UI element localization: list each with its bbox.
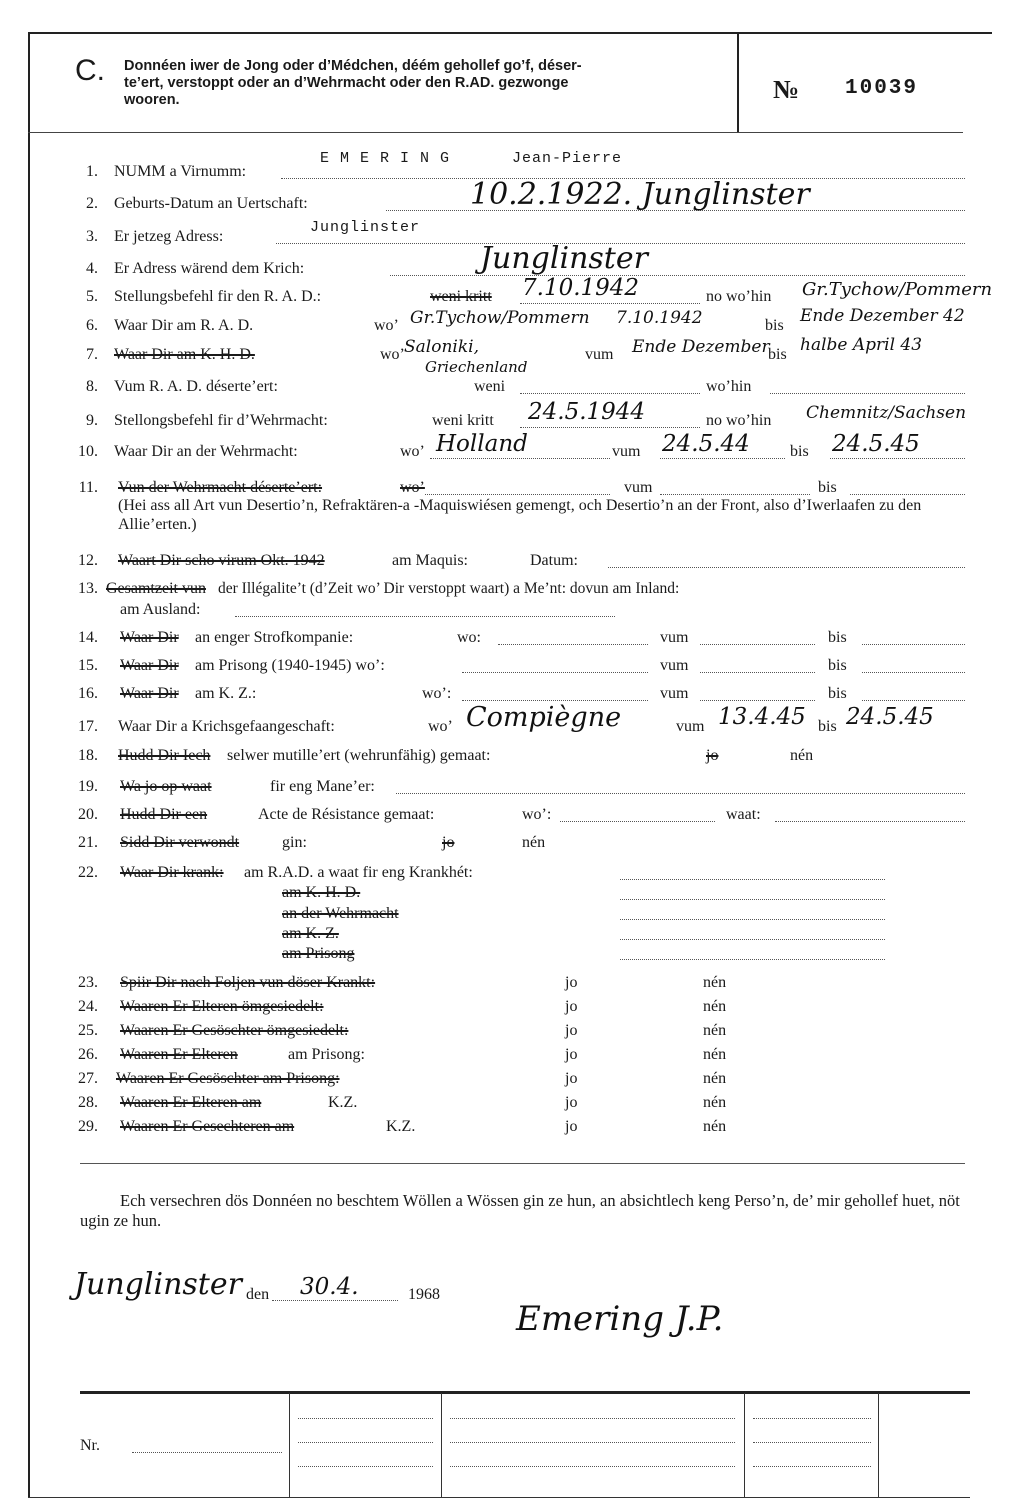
illegality-strike-label: Gesamtzeit vun	[106, 580, 206, 597]
maquis-datum-line	[608, 567, 965, 568]
strafkompanie-bis-line	[862, 644, 965, 645]
rad-wo: Gr.Tychow/Pommern	[410, 308, 590, 328]
wehrmacht-desert-wo-line	[425, 494, 610, 495]
kz-wo-label: wo’:	[422, 685, 452, 702]
wehrmacht-wo: Holland	[436, 431, 528, 457]
rad-order-date: 7.10.1942	[522, 275, 640, 301]
surname-value: E M E R I N G	[320, 150, 451, 167]
strafkompanie-vum-label: vum	[660, 629, 689, 646]
kz-bis-line	[862, 700, 965, 701]
wehrmacht-order-date: 24.5.1944	[528, 399, 646, 425]
row-number: 20.	[78, 806, 98, 823]
row-number: 23.	[78, 974, 98, 991]
row-number: 8.	[86, 378, 98, 395]
firstname-value: Jean-Pierre	[512, 150, 623, 167]
siblings-prison-jo: jo	[565, 1070, 578, 1087]
rad-from: 7.10.1942	[616, 308, 703, 328]
wounded-jo: jo	[442, 834, 455, 851]
consequences-label: Spiir Dir nach Foljen vun döser Krankt:	[120, 974, 376, 991]
prison-bis-label: bis	[828, 657, 847, 674]
row-number: 15.	[78, 657, 98, 674]
kz-bis-label: bis	[828, 685, 847, 702]
parents-prison-label: am Prisong:	[288, 1046, 365, 1063]
wounded-label: gin:	[282, 834, 307, 851]
declaration-date: 30.4.	[300, 1274, 359, 1300]
bottom-cell-line	[298, 1418, 433, 1419]
bottom-col-divider	[878, 1393, 879, 1498]
header-bottom-line	[28, 132, 963, 133]
pow-until: 24.5.45	[846, 704, 934, 730]
khd-wo: Saloniki,	[404, 337, 479, 357]
ausland-line	[235, 616, 615, 617]
row-number: 5.	[86, 288, 98, 305]
declaration-date-line	[272, 1300, 398, 1301]
section-title-line: Donnéen iwer de Jong oder d’Médchen, déém gehollef go’f, déser-	[124, 58, 582, 74]
parents-kz-jo: jo	[565, 1094, 578, 1111]
rad-order-wohin-label: no wo’hin	[706, 288, 772, 305]
row-number: 28.	[78, 1094, 98, 1111]
kz-wo-line	[462, 700, 648, 701]
sick-sub-khd: am K. H. D.	[282, 884, 361, 901]
form-number: 10039	[845, 77, 919, 100]
strafkompanie-wo-label: wo:	[457, 629, 481, 646]
form-frame-left	[28, 32, 30, 1497]
wehrmacht-order-label: Stellongsbefehl fir d’Wehrmacht:	[114, 412, 328, 429]
resistance-waat-label: waat:	[726, 806, 761, 823]
kz-vum-label: vum	[660, 685, 689, 702]
sick-line-3	[620, 919, 885, 920]
declaration-separator	[80, 1163, 965, 1164]
row-number: 19.	[78, 778, 98, 795]
siblings-prison-nen: nén	[703, 1070, 727, 1087]
sick-line-5	[620, 959, 885, 960]
siblings-resettled-nen: nén	[703, 1022, 727, 1039]
rad-until: Ende Dezember 42	[800, 306, 965, 326]
row-number: 25.	[78, 1022, 98, 1039]
kz-strike: Waar Dir	[120, 685, 179, 702]
wehrmacht-order-date-line	[520, 427, 700, 428]
bottom-cell-line	[753, 1466, 871, 1467]
section-title-line: wooren.	[124, 92, 180, 108]
consequences-jo: jo	[565, 974, 578, 991]
resistance-strike: Hudd Dir een	[120, 806, 208, 823]
address-value: Junglinster	[310, 219, 421, 236]
desertion-note: (Hei ass all Art vun Desertio’n, Refraktären-a -Maquiswiésen gemengt, och Desertio’n an der Front, also d’Iwerlaafen zu den Allie’erten.)	[118, 497, 922, 533]
bottom-col-divider	[441, 1393, 442, 1498]
rad-desert-label: Vum R. A. D. déserte’ert:	[114, 378, 278, 395]
siblings-kz-strike: Waaren Er Gesechteren am	[120, 1118, 295, 1135]
bottom-cell-line	[450, 1466, 735, 1467]
parents-kz-label: K.Z.	[328, 1094, 358, 1111]
section-title-line: te’ert, verstoppt oder an d’Wehrmacht oder den R.AD. gezwonge	[124, 75, 569, 91]
rad-wo-label: wo’	[374, 317, 399, 334]
pow-wo: Compiègne	[466, 702, 622, 733]
sick-sub-wehrmacht: an der Wehrmacht	[282, 905, 399, 922]
ausland-label: am Ausland:	[120, 601, 201, 618]
birth-label: Geburts-Datum an Uertschaft:	[114, 195, 308, 212]
parents-resettled-label: Waaren Er Elteren ömgesiedelt:	[120, 998, 324, 1015]
row-number: 29.	[78, 1118, 98, 1135]
row-number: 13.	[78, 580, 98, 597]
rad-desert-wohin-line	[770, 393, 965, 394]
name-label: NUMM a Virnumm:	[114, 163, 247, 180]
row-number: 26.	[78, 1046, 98, 1063]
resistance-wo-line	[560, 821, 715, 822]
pow-label: Waar Dir a Krichsgefaangeschaft:	[118, 718, 335, 735]
wehrmacht-desert-bis-label: bis	[818, 479, 837, 496]
bottom-cell-line	[753, 1418, 871, 1419]
strafkompanie-vum-line	[700, 644, 815, 645]
declaration-place: Junglinster	[74, 1267, 242, 1302]
wehrmacht-bis-label: bis	[790, 443, 809, 460]
strafkompanie-strike: Waar Dir	[120, 629, 179, 646]
sick-sub-kz: am K. Z.	[282, 925, 339, 942]
wehrmacht-desert-wo-label: wo’	[400, 479, 425, 496]
siblings-prison-label: Waaren Er Gesöschter am Prisong:	[116, 1070, 340, 1087]
war-address-label: Er Adress wärend dem Krich:	[114, 260, 305, 277]
maquis-before-label: Waart Dir scho virum Okt. 1942	[118, 552, 325, 569]
section-letter: C.	[75, 54, 105, 87]
khd-vum-label: vum	[585, 346, 614, 363]
khd-from: Ende Dezember	[632, 337, 770, 357]
parents-prison-strike: Waaren Er Elteren	[120, 1046, 238, 1063]
kz-label: am K. Z.:	[195, 685, 257, 702]
bottom-col-divider	[289, 1393, 290, 1498]
siblings-resettled-jo: jo	[565, 1022, 578, 1039]
bottom-cell-line	[450, 1418, 735, 1419]
wehrmacht-wo-line	[430, 458, 610, 459]
sick-line-1	[620, 879, 885, 880]
rad-desert-weni: weni	[474, 378, 506, 395]
mutilation-label: selwer mutille’ert (wehrunfähig) gemaat:	[227, 747, 491, 764]
parents-kz-strike: Waaren Er Elteren am	[120, 1094, 262, 1111]
birth-value: 10.2.1922. Junglinster	[470, 177, 810, 212]
rad-desert-wohin-label: wo’hin	[706, 378, 752, 395]
sick-label: am R.A.D. a waat fir eng Krankhét:	[244, 864, 473, 881]
illegality-label: der Illégalite’t (d’Zeit wo’ Dir verstoppt waart) a Me’nt: dovun am Inland:	[218, 580, 680, 597]
bottom-cell-line	[298, 1466, 433, 1467]
sick-strike: Waar Dir krank:	[120, 864, 224, 881]
wehrmacht-desert-vum-line	[660, 494, 810, 495]
kz-vum-line	[700, 700, 815, 701]
declaration-year: 1968	[408, 1286, 440, 1303]
prison-wo-line	[462, 672, 648, 673]
row-number: 17.	[78, 718, 98, 735]
wehrmacht-wo-label: wo’	[400, 443, 425, 460]
strafkompanie-bis-label: bis	[828, 629, 847, 646]
parents-resettled-jo: jo	[565, 998, 578, 1015]
bottom-cell-line	[753, 1442, 871, 1443]
siblings-kz-jo: jo	[565, 1118, 578, 1135]
siblings-resettled-label: Waaren Er Gesöschter ömgesiedelt:	[120, 1022, 349, 1039]
prison-label: am Prisong (1940-1945) wo’:	[195, 657, 385, 674]
khd-label: Waar Dir am K. H. D.	[114, 346, 255, 363]
row-number: 11.	[78, 479, 98, 496]
rad-order-wohin: Gr.Tychow/Pommern	[802, 279, 993, 300]
pow-from: 13.4.45	[718, 704, 806, 730]
row-number: 24.	[78, 998, 98, 1015]
number-symbol: №	[773, 75, 800, 104]
strafkompanie-label: an enger Strofkompanie:	[195, 629, 354, 646]
prison-strike: Waar Dir	[120, 657, 179, 674]
wehrmacht-label: Waar Dir an der Wehrmacht:	[114, 443, 298, 460]
rad-bis-label: bis	[765, 317, 784, 334]
wehrmacht-until: 24.5.45	[832, 431, 920, 457]
khd-wo-country: Griechenland	[425, 358, 528, 376]
wehrmacht-vum-label: vum	[612, 443, 641, 460]
resistance-waat-line	[775, 821, 965, 822]
manner-strike: Wa jo op waat	[120, 778, 212, 795]
parents-kz-nen: nén	[703, 1094, 727, 1111]
wehrmacht-order-wohin-label: no wo’hin	[706, 412, 772, 429]
parents-prison-nen: nén	[703, 1046, 727, 1063]
declaration-den: den	[246, 1286, 270, 1303]
wehrmacht-desert-bis-line	[850, 494, 965, 495]
row-number: 2.	[86, 195, 98, 212]
row-number: 21.	[78, 834, 98, 851]
row-number: 16.	[78, 685, 98, 702]
wehrmacht-order-weni: weni kritt	[432, 412, 494, 429]
consequences-nen: nén	[703, 974, 727, 991]
manner-label: fir eng Mane’er:	[270, 778, 375, 795]
prison-vum-label: vum	[660, 657, 689, 674]
siblings-kz-nen: nén	[703, 1118, 727, 1135]
nr-line	[132, 1452, 282, 1453]
sick-line-2	[620, 899, 885, 900]
bottom-cell-line	[450, 1442, 735, 1443]
row-number: 14.	[78, 629, 98, 646]
sick-line-4	[620, 939, 885, 940]
declaration-text: Ech versechren dös Donnéen no beschtem Wöllen a Wössen gin ze hun, an absichtlech keng Perso’n, de’ mir gehollef huet, nöt ugin ze hun.	[80, 1191, 960, 1230]
wehrmacht-order-wohin: Chemnitz/Sachsen	[806, 403, 967, 423]
nr-label: Nr.	[80, 1437, 100, 1454]
row-number: 3.	[86, 228, 98, 245]
row-number: 12.	[78, 552, 98, 569]
khd-wo-label: wo’	[380, 346, 405, 363]
maquis-datum-label: Datum:	[530, 552, 578, 569]
wehrmacht-from-line	[660, 458, 785, 459]
rad-order-weni: weni kritt	[430, 288, 492, 305]
bottom-cell-line	[298, 1442, 433, 1443]
mutilation-nen: nén	[790, 747, 814, 764]
row-number: 22.	[78, 864, 98, 881]
wounded-strike: Sidd Dir verwondt	[120, 834, 240, 851]
form-frame-top	[28, 32, 992, 34]
wehrmacht-desert-label: Vun der Wehrmacht déserte’ert:	[118, 479, 323, 496]
rad-desert-weni-line	[520, 393, 700, 394]
war-address-line	[390, 275, 965, 276]
mutilation-strike: Hudd Dir Iech	[118, 747, 211, 764]
maquis-label: am Maquis:	[392, 552, 468, 569]
prison-bis-line	[862, 672, 965, 673]
khd-until: halbe April 43	[800, 335, 923, 355]
address-label: Er jetzeg Adress:	[114, 228, 224, 245]
bottom-rule	[80, 1391, 970, 1394]
pow-wo-label: wo’	[428, 718, 453, 735]
khd-bis-label: bis	[768, 346, 787, 363]
parents-resettled-nen: nén	[703, 998, 727, 1015]
wehrmacht-until-line	[830, 458, 965, 459]
row-number: 18.	[78, 747, 98, 764]
siblings-kz-label: K.Z.	[386, 1118, 416, 1135]
bottom-col-divider	[744, 1393, 745, 1498]
strafkompanie-wo-line	[498, 644, 648, 645]
row-number: 7.	[86, 346, 98, 363]
row-number: 27.	[78, 1070, 98, 1087]
signature: Emering J.P.	[516, 1299, 724, 1339]
rad-label: Waar Dir am R. A. D.	[114, 317, 254, 334]
resistance-label: Acte de Résistance gemaat:	[258, 806, 435, 823]
wehrmacht-desert-vum-label: vum	[624, 479, 653, 496]
rad-order-label: Stellungsbefehl fir den R. A. D.:	[114, 288, 322, 305]
section-title	[124, 58, 724, 109]
sick-sub-prison: am Prisong	[282, 945, 355, 962]
header-divider	[737, 32, 739, 132]
rad-order-date-line	[520, 303, 700, 304]
war-address-value: Junglinster	[480, 241, 648, 276]
manner-line	[396, 793, 965, 794]
parents-prison-jo: jo	[565, 1046, 578, 1063]
row-number: 4.	[86, 260, 98, 277]
pow-bis-label: bis	[818, 718, 837, 735]
row-number: 6.	[86, 317, 98, 334]
mutilation-jo: jo	[706, 747, 719, 764]
wounded-nen: nén	[522, 834, 546, 851]
prison-vum-line	[700, 672, 815, 673]
resistance-wo-label: wo’:	[522, 806, 552, 823]
row-number: 9.	[86, 412, 98, 429]
row-number: 10.	[78, 443, 98, 460]
wehrmacht-from: 24.5.44	[662, 431, 750, 457]
bottom-frame-line	[28, 1497, 970, 1498]
pow-vum-label: vum	[676, 718, 705, 735]
row-number: 1.	[86, 163, 98, 180]
